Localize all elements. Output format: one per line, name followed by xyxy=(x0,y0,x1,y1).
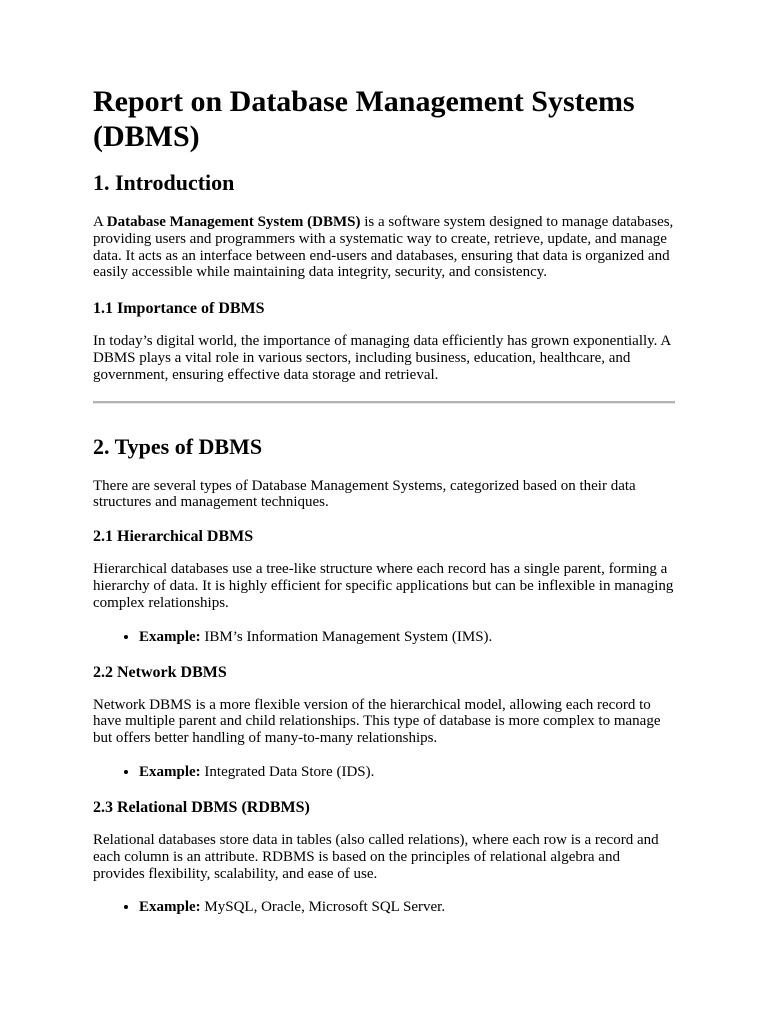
example-text: MySQL, Oracle, Microsoft SQL Server. xyxy=(200,899,446,916)
relational-example-list xyxy=(93,899,675,916)
relational-paragraph: Relational databases store data in tables (also called relations), where each row is a record and each column is an attribute. RDBMS is based on the principles of relational algebra and provides flexibility, scalability, and ease of use. xyxy=(93,831,659,882)
introduction-paragraph xyxy=(93,214,675,281)
section-heading-types: 2. Types of DBMS xyxy=(93,433,263,459)
intro-rest: is a software system designed to manage databases, providing users and programmers with a systematic way to create, retrieve, update, and manage data. It acts as an interface between end-users and databases, ensuring that data is organized and easily accessible while maintaining data integrity, security, and consistency. xyxy=(93,214,674,281)
intro-prefix: A xyxy=(93,214,107,230)
example-text: IBM’s Information Management System (IMS). xyxy=(200,628,493,645)
dbms-term: Database Management System (DBMS) xyxy=(106,214,361,230)
list-item xyxy=(139,899,675,916)
subsection-heading-relational: 2.3 Relational DBMS (RDBMS) xyxy=(93,798,310,816)
importance-paragraph: In today’s digital world, the importance of managing data efficiently has grown exponentially. A DBMS plays a vital role in various sectors, including business, education, healthcare, and government, ensuring effective data storage and retrieval. xyxy=(93,333,671,383)
document-title: Report on Database Management Systems (DBMS) xyxy=(93,85,635,153)
example-text: Integrated Data Store (IDS). xyxy=(200,763,375,780)
hierarchical-example-list xyxy=(93,629,675,646)
network-paragraph: Network DBMS is a more flexible version of the hierarchical model, allowing each record to have multiple parent and child relationships. This type of database is more complex to manage but offers better handling of many-to-many relationships. xyxy=(93,696,661,747)
section-heading-introduction: 1. Introduction xyxy=(93,170,235,195)
types-intro-paragraph: There are several types of Database Management Systems, categorized based on their data structures and management techniques. xyxy=(93,477,636,511)
example-label: Example: xyxy=(139,899,201,916)
network-example-list xyxy=(93,764,675,781)
section-divider xyxy=(93,401,675,404)
subsection-heading-importance: 1.1 Importance of DBMS xyxy=(93,300,265,318)
list-item xyxy=(139,764,675,781)
subsection-heading-hierarchical: 2.1 Hierarchical DBMS xyxy=(93,528,254,546)
example-label: Example: xyxy=(139,628,201,645)
list-item xyxy=(139,629,675,646)
subsection-heading-network: 2.2 Network DBMS xyxy=(93,663,227,681)
example-label: Example: xyxy=(139,763,201,780)
hierarchical-paragraph: Hierarchical databases use a tree-like structure where each record has a single parent, forming a hierarchy of data. It is highly efficient for specific applications but can be inflexible in managing complex relationships. xyxy=(93,561,674,611)
